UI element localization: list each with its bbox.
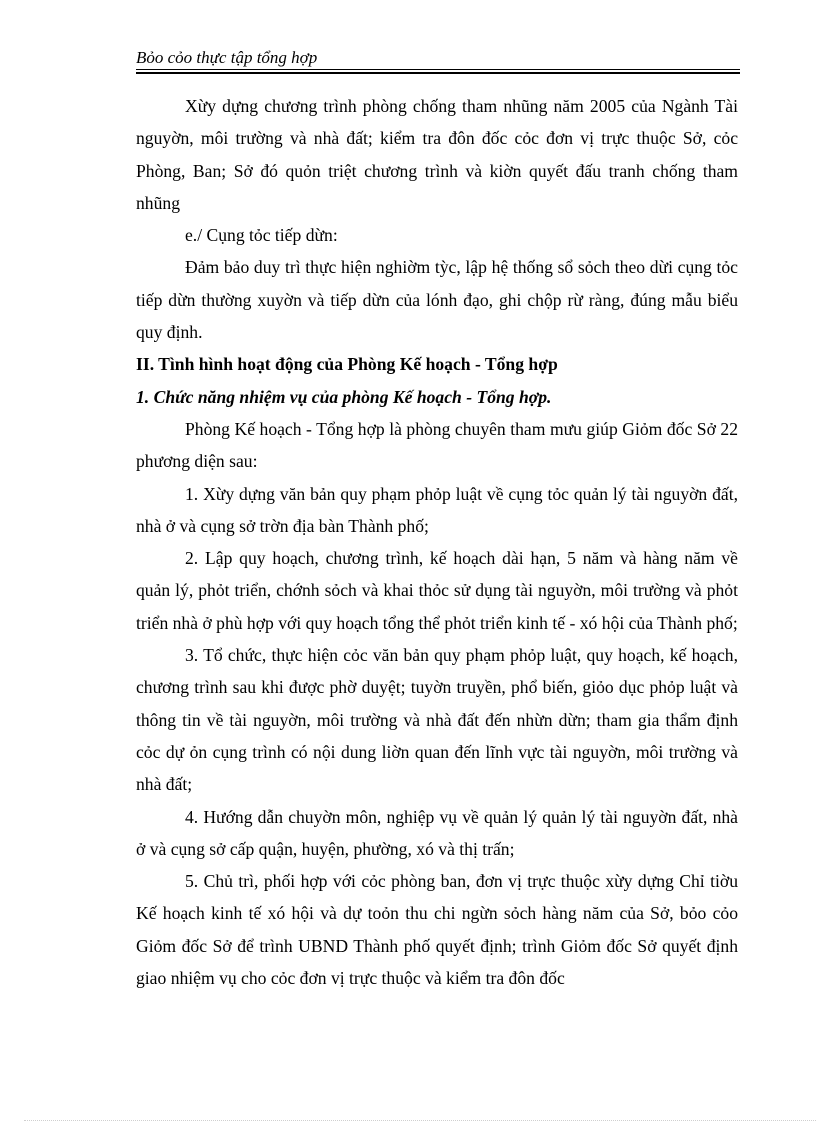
header-rule-thin [136,69,740,70]
list-item-3: 3. Tổ chức, thực hiện cỏc văn bản quy phạm phỏp luật, quy hoạch, kế hoạch, chương trình sau khi được phờ duyệt; tuyờn truyền, phổ biến, giỏo dục phỏp luật và thông tin về tài nguyờn, môi trường và nhà đất đến nhừn dừn; tham gia thẩm định cỏc dự ỏn cụng trình có nội dung liờn quan đến lĩnh vực tài nguyờn, môi trường và nhà đất; [136,645,738,795]
page-bottom-divider [24,1120,816,1121]
document-body [136,90,738,994]
paragraph-citizen-reception: Đảm bảo duy trì thực hiện nghiờm tỳc, lập hệ thống sổ sỏch theo dừi cụng tỏc tiếp dừn thường xuyờn và tiếp dừn của lónh đạo, ghi chộp rừ ràng, đúng mẫu biểu quy định. [136,257,738,343]
list-item-4: 4. Hướng dẫn chuyờn môn, nghiệp vụ về quản lý quản lý tài nguyờn đất, nhà ở và cụng sở cấp quận, huyện, phường, xó và thị trấn; [136,806,738,859]
subsection-heading-1: 1. Chức năng nhiệm vụ của phòng Kế hoạch - Tổng hợp. [136,386,552,407]
section-heading-ii: II. Tình hình hoạt động của Phòng Kế hoạch - Tổng hợp [136,354,558,375]
paragraph-department-intro: Phòng Kế hoạch - Tổng hợp là phòng chuyên tham mưu giúp Giỏm đốc Sở 22 phương diện sau: [136,418,738,472]
paragraph-citizen-reception-heading: e./ Cụng tỏc tiếp dừn: [185,225,338,246]
page-header-title: Bỏo cỏo thực tập tổng hợp [136,48,318,67]
list-item-1: 1. Xừy dựng văn bản quy phạm phỏp luật về cụng tỏc quản lý tài nguyờn đất, nhà ở và cụng sở trờn địa bàn Thành phố; [136,483,738,536]
list-item-5: 5. Chủ trì, phối hợp với cỏc phòng ban, đơn vị trực thuộc xừy dựng Chỉ tiờu Kế hoạch kinh tế xó hội và dự toỏn thu chi ngừn sỏch hàng năm của Sở, bỏo cỏo Giỏm đốc Sở để trình UBND Thành phố quyết định; trình Giỏm đốc Sở quyết định giao nhiệm vụ cho cỏc đơn vị trực thuộc và kiểm tra đôn đốc [136,871,738,989]
paragraph-anti-corruption: Xừy dựng chương trình phòng chống tham nhũng năm 2005 của Ngành Tài nguyờn, môi trường và nhà đất; kiểm tra đôn đốc cỏc đơn vị trực thuộc Sở, cỏc Phòng, Ban; Sở đó quỏn triệt chương trình và kiờn quyết đấu tranh chống tham nhũng [136,96,738,213]
list-item-2: 2. Lập quy hoạch, chương trình, kế hoạch dài hạn, 5 năm và hàng năm về quản lý, phỏt triển, chớnh sỏch và khai thỏc sử dụng tài nguyờn, môi trường và phỏt triển nhà ở phù hợp với quy hoạch tổng thể phỏt triển kinh tế - xó hội của Thành phố; [136,548,738,633]
header-rule-thick [136,72,740,74]
